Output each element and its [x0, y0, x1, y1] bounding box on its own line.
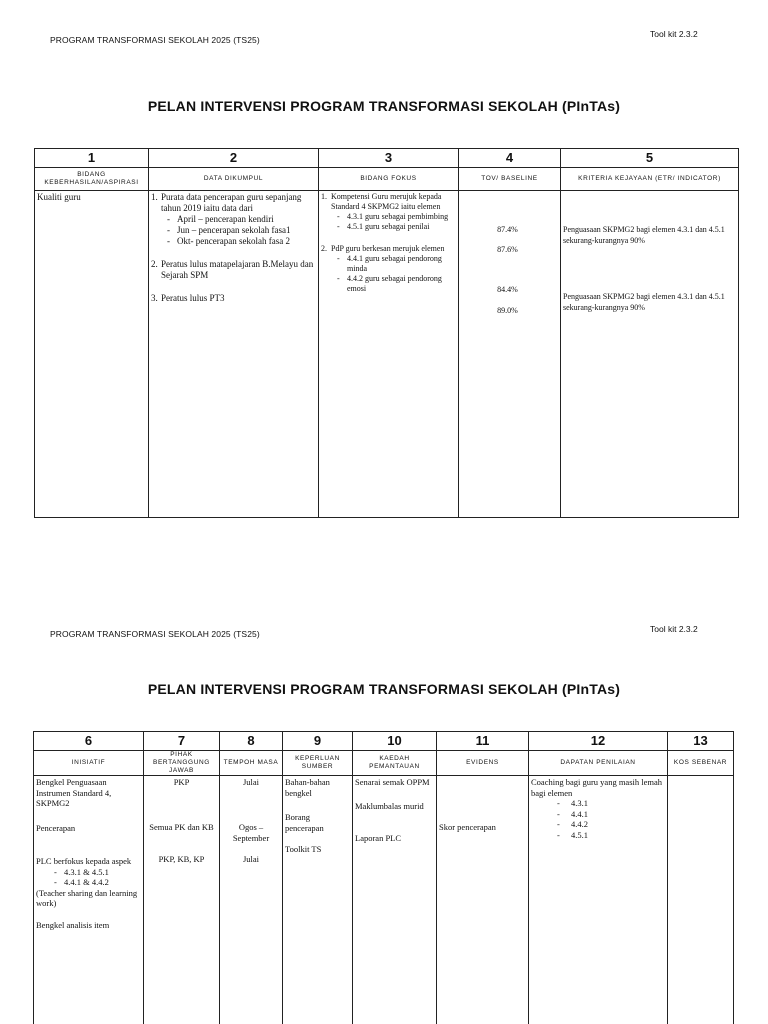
- page1-title: PELAN INTERVENSI PROGRAM TRANSFORMASI SEKOLAH (PInTAs): [147, 98, 621, 114]
- col-header-data-dikumpul: DATA DIKUMPUL: [149, 168, 319, 191]
- dapatan-item: - 4.5.1: [551, 830, 665, 841]
- cell-dapatan: [529, 776, 668, 1024]
- col-num-12: 12: [529, 732, 668, 751]
- col-num-1: 1: [35, 149, 149, 168]
- inisiatif-plc: PLC berfokus kepada aspek: [36, 856, 132, 866]
- cell-tov-baseline: [459, 191, 561, 518]
- cell-evidens: [437, 776, 529, 1024]
- fokus-item-2-text: PdP guru berkesan merujuk elemen: [331, 244, 445, 253]
- tempoh-value: Ogos – September: [232, 822, 270, 843]
- dapatan-item: - 4.4.2: [551, 819, 665, 830]
- page1-header-program: PROGRAM TRANSFORMASI SEKOLAH 2025 (TS25): [50, 35, 260, 45]
- col-num-3: 3: [319, 149, 459, 168]
- col-header-pihak: PIHAK BERTANGGUNG JAWAB: [144, 751, 220, 776]
- tempoh-value: Julai: [242, 854, 260, 864]
- cell-keperluan: [283, 776, 353, 1024]
- cell-pihak: [144, 776, 220, 1024]
- inisiatif-analisis: Bengkel analisis item: [36, 919, 110, 930]
- col-header-bidang-fokus: BIDANG FOKUS: [319, 168, 459, 191]
- fokus-item-2: 2. PdP guru berkesan merujuk elemen - 4.4.1 guru sebagai pendorong minda - 4.4.2 guru sebagai pendorong emosi: [321, 244, 456, 294]
- cell-kaedah: [353, 776, 437, 1024]
- inisiatif-pencerapan: Pencerapan: [36, 822, 76, 833]
- data-item-2: 2. Peratus lulus matapelajaran B.Melayu dan Sejarah SPM: [151, 259, 314, 280]
- cell-bidang: [35, 191, 149, 518]
- data-item-1-text: Purata data pencerapan guru sepanjang tahun 2019 iaitu data dari: [161, 192, 302, 213]
- page2-table: [33, 731, 734, 1024]
- inisiatif-plc-item: - 4.3.1 & 4.5.1: [48, 867, 141, 878]
- col-header-kriteria-kejayaan: KRITERIA KEJAYAAN (ETR/ INDICATOR): [561, 168, 739, 191]
- data-subitem: - Okt- pencerapan sekolah fasa 2: [161, 236, 316, 247]
- data-item-2-text: Peratus lulus matapelajaran B.Melayu dan Sejarah SPM: [161, 259, 314, 280]
- cell-tempoh: [220, 776, 283, 1024]
- kriteria-text: Penguasaan SKPMG2 bagi elemen 4.3.1 dan 4.5.1 sekurang-kurangnya 90%: [563, 292, 725, 312]
- inisiatif-plc-note: (Teacher sharing dan learning work): [36, 887, 138, 908]
- kaedah-value: Senarai semak OPPM: [355, 777, 430, 787]
- cell-kriteria-kejayaan: [561, 191, 739, 518]
- keperluan-value: Bahan-bahan bengkel: [285, 777, 330, 798]
- cell-data-dikumpul: [149, 191, 319, 518]
- fokus-item-1: 1. Kompetensi Guru merujuk kepada Standard 4 SKPMG2 iaitu elemen - 4.3.1 guru sebagai pembimbing - 4.5.1 guru sebagai penilai: [321, 192, 456, 232]
- kriteria-text: Penguasaan SKPMG2 bagi elemen 4.3.1 dan 4.5.1 sekurang-kurangnya 90%: [563, 225, 725, 245]
- col-num-10: 10: [353, 732, 437, 751]
- col-header-dapatan: DAPATAN PENILAIAN: [529, 751, 668, 776]
- col-num-8: 8: [220, 732, 283, 751]
- cell-inisiatif: [34, 776, 144, 1024]
- page1-table: [34, 148, 739, 518]
- col-num-4: 4: [459, 149, 561, 168]
- pihak-value: PKP: [173, 777, 190, 787]
- fokus-subitem: - 4.4.1 guru sebagai pendorong minda: [331, 254, 456, 274]
- col-num-11: 11: [437, 732, 529, 751]
- col-num-5: 5: [561, 149, 739, 168]
- col-num-9: 9: [283, 732, 353, 751]
- pihak-value: Semua PK dan KB: [149, 822, 214, 832]
- dapatan-item: - 4.4.1: [551, 809, 665, 820]
- tov-value: 89.0%: [497, 306, 518, 315]
- page2-title: PELAN INTERVENSI PROGRAM TRANSFORMASI SEKOLAH (PInTAs): [147, 681, 621, 697]
- fokus-subitem: - 4.5.1 guru sebagai penilai: [331, 222, 456, 232]
- data-item-3-text: Peratus lulus PT3: [161, 293, 225, 303]
- cell-bidang-fokus: [319, 191, 459, 518]
- data-item-3: 3. Peratus lulus PT3: [151, 293, 225, 303]
- keperluan-value: Toolkit TS: [285, 844, 322, 854]
- data-subitem: - Jun – pencerapan sekolah fasa1: [161, 225, 316, 236]
- col-num-13: 13: [668, 732, 734, 751]
- col-header-tov-baseline: TOV/ BASELINE: [459, 168, 561, 191]
- cell-kos: [668, 776, 734, 1024]
- col-num-6: 6: [34, 732, 144, 751]
- fokus-subitem: - 4.3.1 guru sebagai pembimbing: [331, 212, 456, 222]
- pihak-value: PKP, KB, KP: [158, 854, 205, 864]
- tov-value: 87.6%: [497, 245, 518, 254]
- col-header-keperluan: KEPERLUAN SUMBER: [283, 751, 353, 776]
- col-num-7: 7: [144, 732, 220, 751]
- fokus-subitem: - 4.4.2 guru sebagai pendorong emosi: [331, 274, 456, 294]
- data-item-1: 1. Purata data pencerapan guru sepanjang tahun 2019 iaitu data dari - April – pencerapan kendiri - Jun – pencerapan sekolah fasa1 - Okt- pencerapan sekolah fasa 2: [151, 192, 316, 247]
- kaedah-value: Maklumbalas murid: [355, 801, 424, 811]
- data-subitem: - April – pencerapan kendiri: [161, 214, 316, 225]
- col-num-2: 2: [149, 149, 319, 168]
- keperluan-value: Borang pencerapan: [285, 812, 324, 833]
- col-header-bidang-keberhasilan: BIDANG KEBERHASILAN/ASPIRASI: [35, 168, 149, 191]
- evidens-value: Skor pencerapan: [439, 822, 496, 832]
- inisiatif-bengkel: Bengkel Penguasaan Instrumen Standard 4, SKPMG2: [36, 777, 112, 808]
- col-header-inisiatif: INISIATIF: [34, 751, 144, 776]
- dapatan-text: Coaching bagi guru yang masih lemah bagi elemen: [531, 777, 663, 798]
- col-header-kaedah: KAEDAH PEMANTAUAN: [353, 751, 437, 776]
- page1-header-toolkit: Tool kit 2.3.2: [650, 29, 698, 39]
- col-header-tempoh: TEMPOH MASA: [220, 751, 283, 776]
- fokus-item-1-text: Kompetensi Guru merujuk kepada Standard 4 SKPMG2 iaitu elemen: [331, 192, 442, 211]
- page2-header-toolkit: Tool kit 2.3.2: [650, 624, 698, 634]
- page2-header-program: PROGRAM TRANSFORMASI SEKOLAH 2025 (TS25): [50, 629, 260, 639]
- tempoh-value: Julai: [242, 777, 260, 787]
- tov-value: 84.4%: [497, 285, 518, 294]
- col-header-evidens: EVIDENS: [437, 751, 529, 776]
- bidang-text: Kualiti guru: [37, 192, 81, 202]
- col-header-kos: KOS SEBENAR: [668, 751, 734, 776]
- dapatan-item: - 4.3.1: [551, 798, 665, 809]
- tov-value: 87.4%: [497, 225, 518, 234]
- kaedah-value: Laporan PLC: [355, 833, 402, 843]
- inisiatif-plc-item: - 4.4.1 & 4.4.2: [48, 877, 141, 888]
